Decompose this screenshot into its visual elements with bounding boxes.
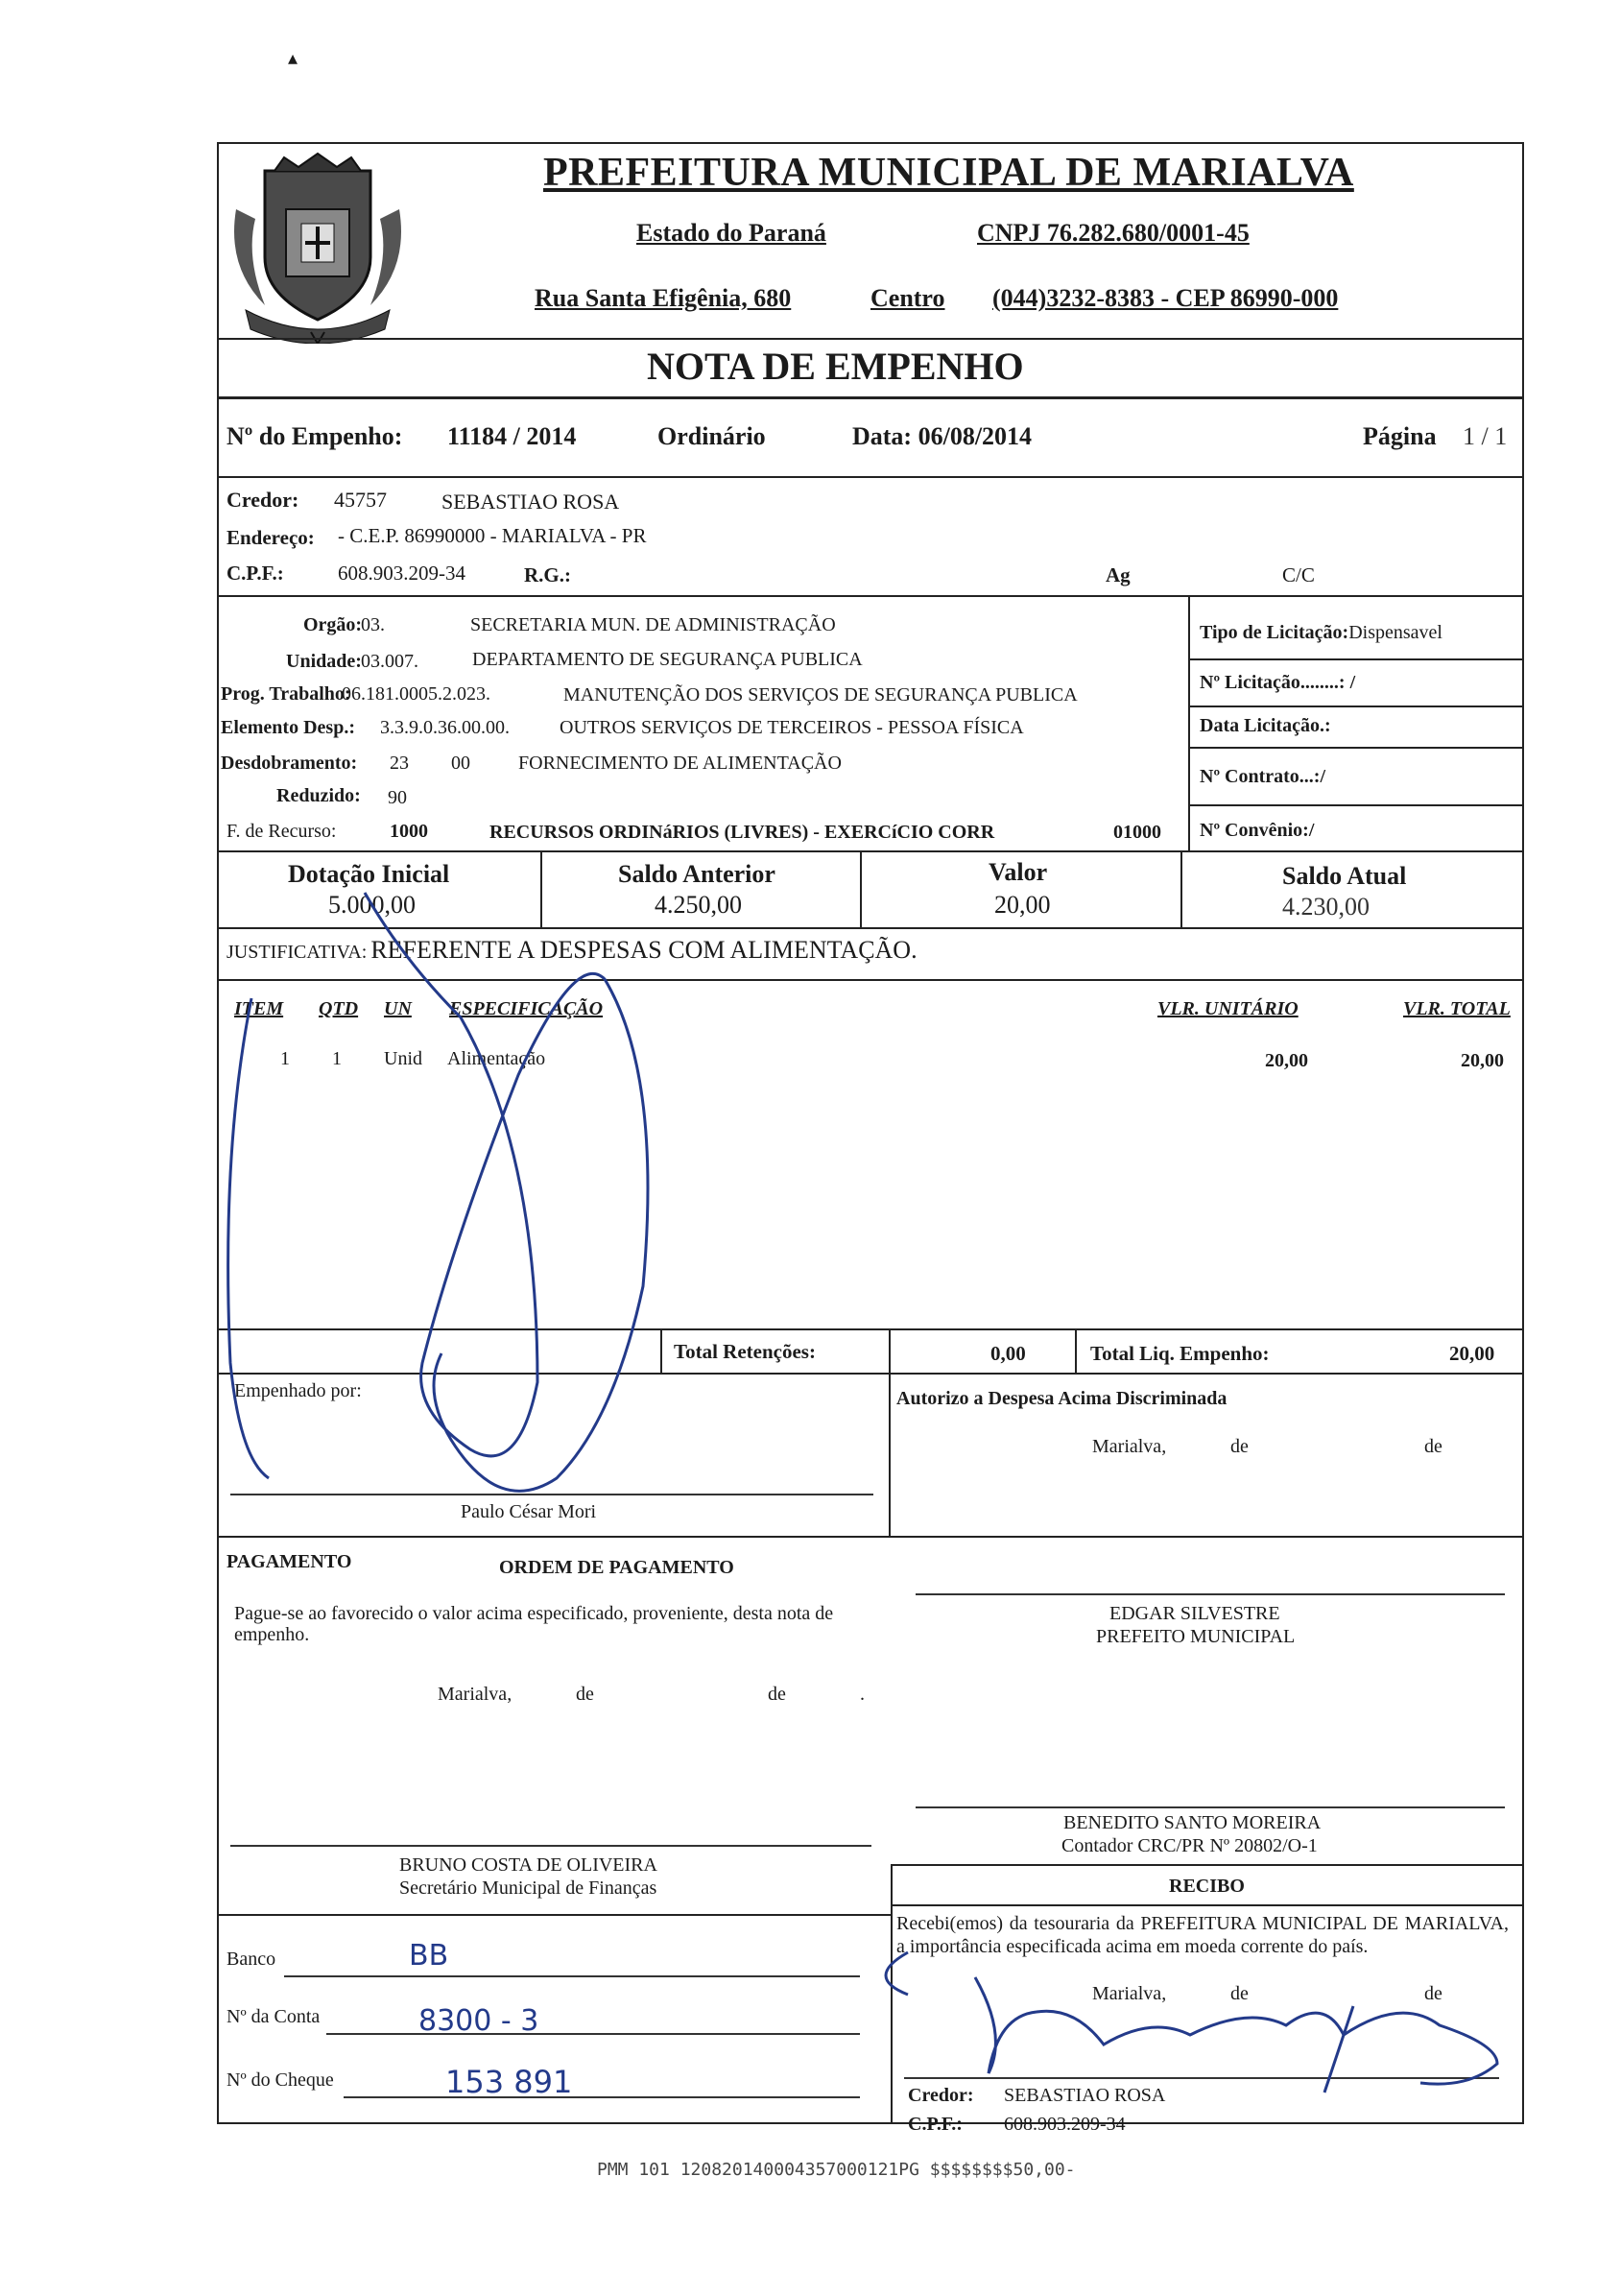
row-qtd: 1 — [332, 1048, 342, 1069]
orgao-name: SECRETARIA MUN. DE ADMINISTRAÇÃO — [470, 614, 836, 635]
saldo-atual-label: Saldo Atual — [1282, 862, 1407, 890]
empenhado-label: Empenhado por: — [234, 1380, 362, 1401]
desdobramento-name: FORNECIMENTO DE ALIMENTAÇÃO — [518, 753, 842, 774]
prefeito-title: PREFEITO MUNICIPAL — [1096, 1626, 1296, 1647]
saldo-anterior-value: 4.250,00 — [655, 891, 742, 919]
prefeito-name: EDGAR SILVESTRE — [1109, 1603, 1280, 1624]
desdobramento-label: Desdobramento: — [221, 753, 358, 774]
address-label: Endereço: — [226, 526, 315, 549]
ordem-pagamento-label: ORDEM DE PAGAMENTO — [499, 1557, 734, 1578]
row-unit-value: 20,00 — [1265, 1050, 1308, 1071]
state-label: Estado do Paraná — [636, 219, 826, 247]
licitacao-date: Data Licitação.: — [1200, 715, 1331, 736]
cheque-value: 153 891 — [445, 2064, 573, 2100]
credor-name: SEBASTIAO ROSA — [441, 490, 620, 514]
dotacao-value: 5.000,00 — [328, 891, 416, 919]
recibo-cpf-label: C.P.F.: — [908, 2114, 963, 2135]
unidade-code: 03.007. — [361, 651, 418, 672]
recibo-de2: de — [1424, 1983, 1442, 2004]
recurso-number: 01000 — [1113, 822, 1161, 843]
col-unit-value: VLR. UNITÁRIO — [1157, 998, 1299, 1019]
autorizo-de2: de — [1424, 1436, 1442, 1457]
pague-text: Pague-se ao favorecido o valor acima especificado, proveniente, desta nota de empenho. — [234, 1603, 834, 1645]
credor-label: Credor: — [226, 488, 299, 512]
justificativa: JUSTIFICATIVA: REFERENTE A DESPESAS COM ALIMENTAÇÃO. — [226, 936, 918, 964]
pagamento-label: PAGAMENTO — [226, 1551, 352, 1572]
empenho-date: Data: 06/08/2014 — [852, 422, 1033, 450]
contrato-number: Nº Contrato...:/ — [1200, 766, 1326, 787]
street-address: Rua Santa Efigênia, 680 — [535, 284, 792, 312]
unidade-label: Unidade: — [286, 651, 362, 672]
contador-name: BENEDITO SANTO MOREIRA — [1063, 1812, 1322, 1833]
cpf-value: 608.903.209-34 — [338, 562, 465, 585]
empenhado-name: Paulo César Mori — [461, 1501, 597, 1522]
row-item: 1 — [280, 1048, 290, 1069]
rg-label: R.G.: — [524, 563, 571, 586]
orgao-label: Orgão: — [303, 614, 363, 635]
desdobramento-code1: 23 — [390, 753, 409, 774]
empenho-number-label: Nº do Empenho: — [226, 422, 403, 450]
pagamento-de1: de — [576, 1684, 594, 1705]
district-label: Centro — [870, 284, 945, 312]
convenio-number: Nº Convênio:/ — [1200, 820, 1315, 841]
orgao-code: 03. — [361, 614, 385, 635]
footer-code: PMM 101 120820140004357000121PG $$$$$$$$50,00- — [597, 2160, 1076, 2180]
recurso-name: RECURSOS ORDINáRIOS (LIVRES) - EXERCíCIO CORR — [489, 822, 995, 843]
empenho-number: 11184 / 2014 — [447, 422, 577, 450]
row-total-value: 20,00 — [1461, 1050, 1504, 1071]
valor-value: 20,00 — [994, 891, 1051, 919]
autorizo-text: Autorizo a Despesa Acima Discriminada — [896, 1388, 1228, 1409]
cc-label: C/C — [1282, 563, 1315, 586]
col-qtd: QTD — [319, 998, 359, 1019]
desdobramento-code2: 00 — [451, 753, 470, 774]
pagamento-de2: de — [768, 1684, 786, 1705]
recibo-credor-name: SEBASTIAO ROSA — [1004, 2085, 1166, 2106]
recibo-text: Recebi(emos) da tesouraria da PREFEITURA MUNICIPAL DE MARIALVA, a importância especificada acima em moeda corrente do país. — [896, 1913, 1509, 1957]
recibo-title: RECIBO — [1169, 1876, 1245, 1897]
liquido-label: Total Liq. Empenho: — [1090, 1342, 1270, 1365]
banco-label: Banco — [226, 1949, 276, 1970]
prog-name: MANUTENÇÃO DOS SERVIÇOS DE SEGURANÇA PUBLICA — [563, 684, 1078, 706]
autorizo-de1: de — [1230, 1436, 1249, 1457]
address-value: - C.E.P. 86990000 - MARIALVA - PR — [338, 524, 647, 547]
cheque-label: Nº do Cheque — [226, 2069, 334, 2091]
cpf-label: C.P.F.: — [226, 562, 284, 585]
empenho-type: Ordinário — [657, 422, 766, 450]
dotacao-label: Dotação Inicial — [288, 860, 450, 888]
row-spec: Alimentação — [447, 1048, 546, 1069]
prog-code: 06.181.0005.2.023. — [342, 683, 490, 705]
reduzido-code: 90 — [388, 787, 407, 808]
recibo-credor-label: Credor: — [908, 2085, 974, 2106]
secretario-title: Secretário Municipal de Finanças — [399, 1877, 657, 1899]
recibo-place: Marialva, — [1092, 1983, 1167, 2004]
col-un: UN — [384, 998, 412, 1019]
cnpj-label: CNPJ 76.282.680/0001-45 — [977, 219, 1250, 247]
unidade-name: DEPARTAMENTO DE SEGURANÇA PUBLICA — [472, 649, 863, 670]
pagamento-dot: . — [860, 1684, 865, 1705]
municipality-title: PREFEITURA MUNICIPAL DE MARIALVA — [543, 151, 1354, 195]
ag-label: Ag — [1106, 563, 1131, 586]
valor-label: Valor — [989, 858, 1048, 886]
saldo-anterior-label: Saldo Anterior — [618, 860, 775, 888]
recurso-code: 1000 — [390, 821, 428, 842]
col-item: ITEM — [234, 998, 284, 1019]
tipo-licitacao: Tipo de Licitação:Dispensavel — [1200, 622, 1442, 643]
conta-label: Nº da Conta — [226, 2006, 321, 2027]
autorizo-place: Marialva, — [1092, 1436, 1167, 1457]
credor-code: 45757 — [334, 488, 387, 512]
page-number: 1 / 1 — [1463, 422, 1508, 450]
banco-value: BB — [409, 1939, 449, 1973]
liquido-value: 20,00 — [1449, 1342, 1495, 1365]
conta-value: 8300 - 3 — [418, 2004, 539, 2038]
saldo-atual-value: 4.230,00 — [1282, 893, 1370, 921]
elemento-code: 3.3.9.0.36.00.00. — [380, 717, 510, 738]
retencoes-label: Total Retenções: — [674, 1340, 816, 1363]
prog-label: Prog. Trabalho: — [221, 683, 351, 705]
row-un: Unid — [384, 1048, 422, 1069]
col-spec: ESPECIFICAÇÃO — [449, 998, 604, 1019]
recibo-cpf: 608.903.209-34 — [1004, 2114, 1126, 2135]
secretario-name: BRUNO COSTA DE OLIVEIRA — [399, 1854, 657, 1876]
document-title: NOTA DE EMPENHO — [647, 345, 1024, 388]
page-label: Página — [1363, 422, 1437, 450]
coat-of-arms-logo — [226, 152, 409, 344]
recurso-label: F. de Recurso: — [226, 821, 337, 842]
elemento-label: Elemento Desp.: — [221, 717, 355, 738]
scan-mark: ▴ — [288, 48, 298, 69]
phone-cep: (044)3232-8383 - CEP 86990-000 — [992, 284, 1339, 312]
contador-title: Contador CRC/PR Nº 20802/O-1 — [1061, 1835, 1318, 1856]
recibo-de1: de — [1230, 1983, 1249, 2004]
col-total-value: VLR. TOTAL — [1403, 998, 1511, 1019]
elemento-name: OUTROS SERVIÇOS DE TERCEIROS - PESSOA FÍSICA — [560, 717, 1024, 738]
reduzido-label: Reduzido: — [276, 785, 361, 806]
retencoes-value: 0,00 — [990, 1342, 1026, 1365]
licitacao-number: Nº Licitação........: / — [1200, 672, 1356, 693]
pagamento-place: Marialva, — [438, 1684, 512, 1705]
